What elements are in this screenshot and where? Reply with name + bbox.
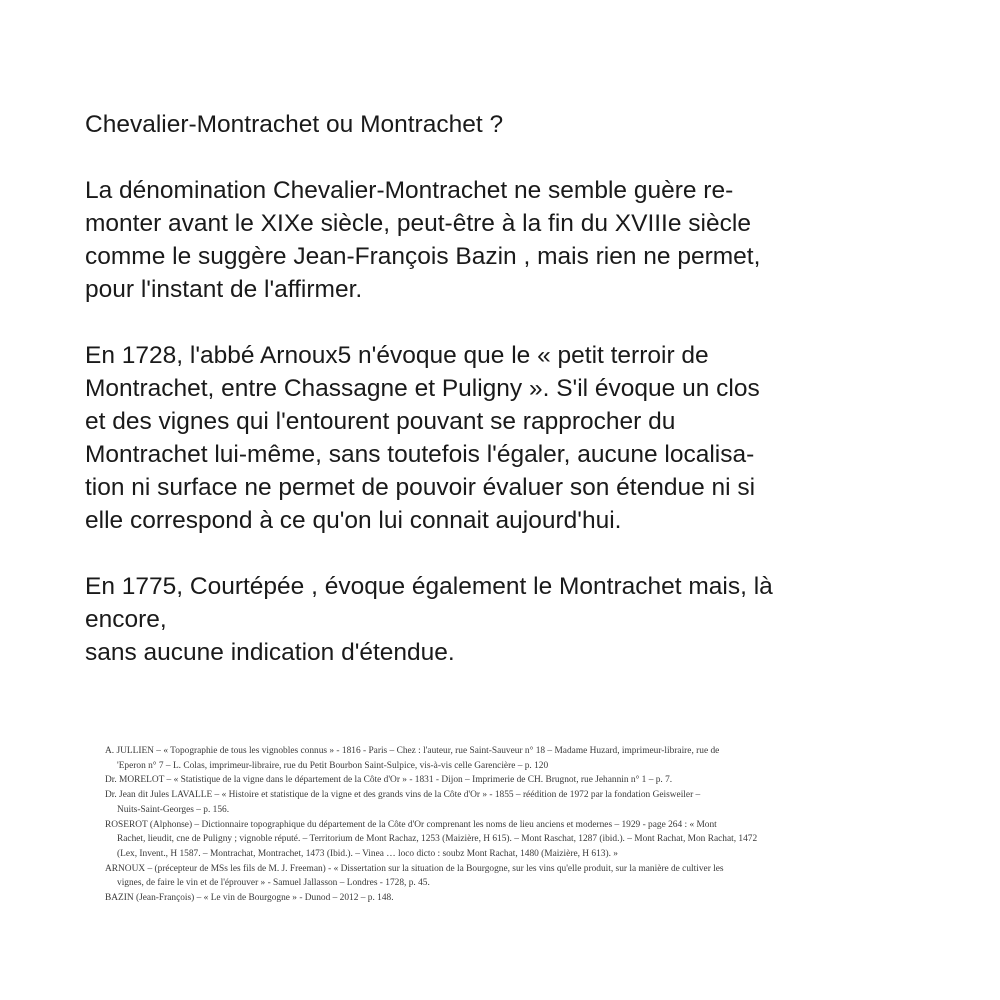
footnote-4: ROSEROT (Alphonse) – Dictionnaire topographique du département de la Côte d'Or comprenant les noms de lieu anciens et modernes – 1929 - page 264 : « Mont Rachet, lieudit, cne de Puligny ; vignoble réputé. – Territorium de Mont Rachaz, 1253 (Maizière, H 615). – Mont Raschat, 1287 (ibid.). – Mont Rachat, Mon Rachat, 1472 (Lex, Invent., H 1587. – Montrachat, Montrachet, 1473 (Ibid.). – Vinea … loco dicto : soubz Mont Rachat, 1480 (Maizière, H 613). » <box>105 819 758 859</box>
article-body <box>85 108 915 669</box>
footnotes <box>105 744 915 906</box>
paragraph-2: En 1728, l'abbé Arnoux5 n'évoque que le « petit terroir de Montrachet, entre Chassagne et Puligny ». S'il évoque un clos et des vignes qui l'entourent pouvant se rapprocher du Montrachet lui-même, sans toutefois l'égaler, aucune localisa- tion ni surface ne permet de pouvoir évaluer son étendue ni si elle correspond à ce qu'on lui connait aujourd'hui. <box>85 342 760 534</box>
paragraph-3: En 1775, Courtépée , évoque également le Montrachet mais, là encore, sans aucune indication d'étendue. <box>85 573 773 666</box>
footnote-5: ARNOUX – (précepteur de MSs les fils de M. J. Freeman) - « Dissertation sur la situation de la Bourgogne, sur les vins qu'elle produit, sur la manière de cultiver les vignes, de faire le vin et de l'éprouver » - Samuel Jallasson – Londres - 1728, p. 45. <box>105 863 724 889</box>
article-title: Chevalier-Montrachet ou Montrachet ? <box>85 111 504 138</box>
paragraph-spacer <box>85 537 915 570</box>
footnote-2: Dr. MORELOT – « Statistique de la vigne dans le département de la Côte d'Or » - 1831 - Dijon – Imprimerie de CH. Brugnot, rue Jehannin n° 1 – p. 7. <box>105 775 673 786</box>
footnote-1: A. JULLIEN – « Topographie de tous les vignobles connus » - 1816 - Paris – Chez : l'auteur, rue Saint-Sauveur n° 18 – Madame Huzard, imprimeur-libraire, rue de 'Eperon n° 7 – L. Colas, imprimeur-libraire, rue du Petit Bourbon Saint-Sulpice, vis-à-vis celle Garencière – p. 120 <box>105 746 720 771</box>
footnote-6: BAZIN (Jean-François) – « Le vin de Bourgogne » - Dunod – 2012 – p. 148. <box>105 893 394 904</box>
paragraph-spacer <box>85 306 915 339</box>
paragraph-1: La dénomination Chevalier-Montrachet ne semble guère re- monter avant le XIXe siècle, peut-être à la fin du XVIIIe siècle comme le suggère Jean-François Bazin , mais rien ne permet, pour l'instant de l'affirmer. <box>85 177 761 303</box>
paragraph-spacer <box>85 141 915 174</box>
footnote-3: Dr. Jean dit Jules LAVALLE – « Histoire et statistique de la vigne et des grands vins de la Côte d'Or » - 1855 – réédition de 1972 par la fondation Geisweiler – Nuits-Saint-Georges – p. 156. <box>105 790 701 815</box>
